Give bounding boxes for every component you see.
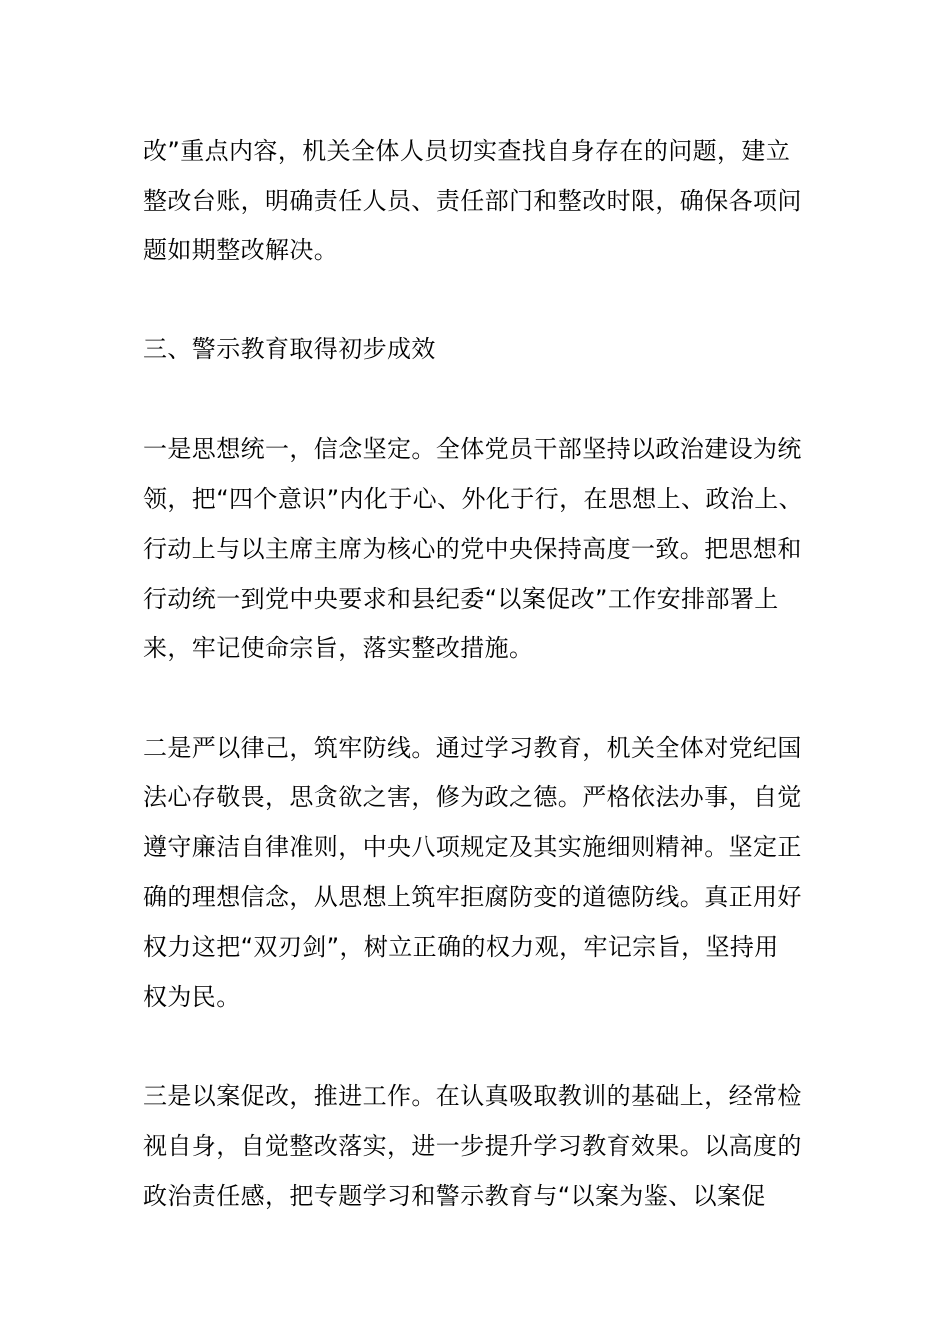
- paragraph-line: 整改台账，明确责任人员、责任部门和整改时限，确保各项问: [143, 187, 802, 215]
- paragraph-line: 一是思想统一，信念坚定。全体党员干部坚持以政治建设为统: [143, 435, 802, 463]
- paragraph-line: 确的理想信念，从思想上筑牢拒腐防变的道德防线。真正用好: [143, 883, 802, 911]
- paragraph-line: 视自身，自觉整改落实，进一步提升学习教育效果。以高度的: [143, 1132, 802, 1160]
- heading-text: 三、警示教育取得初步成效: [143, 335, 436, 363]
- paragraph-line: 来，牢记使命宗旨，落实整改措施。: [143, 634, 534, 662]
- paragraph-line: 题如期整改解决。: [143, 236, 339, 264]
- paragraph-line: 权力这把“双刃剑”，树立正确的权力观，牢记宗旨，坚持用: [143, 933, 779, 961]
- paragraph-line: 法心存敬畏，思贪欲之害，修为政之德。严格依法办事，自觉: [143, 783, 802, 811]
- paragraph-line: 改”重点内容，机关全体人员切实查找自身存在的问题，建立: [143, 137, 791, 165]
- paragraph-line: 二是严以律己，筑牢防线。通过学习教育，机关全体对党纪国: [143, 734, 802, 762]
- paragraph-line: 三是以案促改，推进工作。在认真吸取教训的基础上，经常检: [143, 1082, 802, 1110]
- paragraph-line: 领，把“四个意识”内化于心、外化于行，在思想上、政治上、: [143, 485, 804, 513]
- paragraph-line: 权为民。: [143, 983, 241, 1011]
- paragraph-line: 遵守廉洁自律准则，中央八项规定及其实施细则精神。坚定正: [143, 833, 802, 861]
- paragraph-line: 行动上与以主席主席为核心的党中央保持高度一致。把思想和: [143, 535, 802, 563]
- paragraph-line: 行动统一到党中央要求和县纪委“以案促改”工作安排部署上: [143, 585, 779, 613]
- paragraph-line: 政治责任感，把专题学习和警示教育与“以案为鉴、以案促: [143, 1182, 766, 1210]
